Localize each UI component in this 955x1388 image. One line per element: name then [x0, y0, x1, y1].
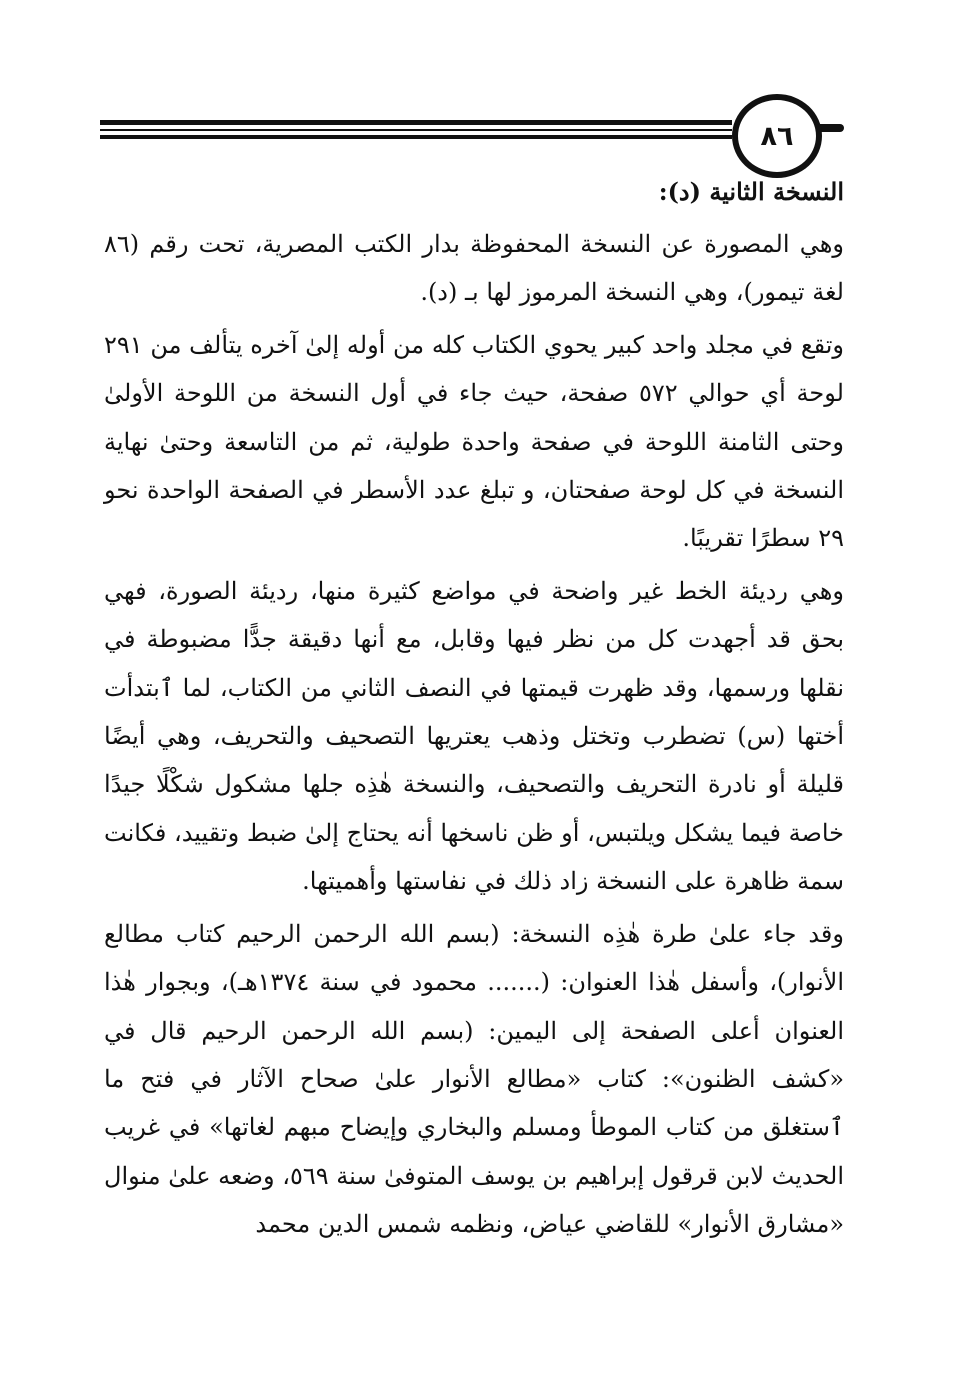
header-rule-middle — [100, 129, 732, 131]
paragraph-4: وقد جاء علىٰ طرة هٰذِه النسخة: (بسم الله الرحمن الرحيم كتاب مطالع الأنوار)، وأسفل هٰذا العنوان: (....... محمود في سنة ١٣٧٤هـ)، وبجوار هٰذا العنوان أعلى الصفحة إلى اليمين: (بسم الله الرحمن الرحيم قال في «كشف الظنون»: كتاب «مطالع الأنوار علىٰ صحاح الآثار في فتح ما ٱستغلق من كتاب الموطأ ومسلم والبخاري وإيضاح مبهم لغاتها» في غريب الحديث لابن قرقول إبراهيم بن يوسف المتوفىٰ سنة ٥٦٩، وضعه علىٰ منوال «مشارق الأنوار» للقاضي عياض، ونظمه شمس الدين محمد — [104, 919, 845, 1239]
page-number: ٨٦ — [760, 120, 794, 152]
header-rule-bottom — [100, 135, 732, 139]
section-heading: النسخة الثانية (د): — [658, 177, 844, 206]
header-rule-tail — [818, 124, 844, 132]
header-rule-top — [100, 120, 732, 125]
page-number-badge — [732, 94, 822, 178]
paragraph-3: وهي رديئة الخط غير واضحة في مواضع كثيرة منها، رديئة الصورة، فهي بحق قد أجهدت كل من نظر فيها وقابل، مع أنها دقيقة جدًّا مضبوطة في نقلها ورسمها، وقد ظهرت قيمتها في النصف الثاني من الكتاب، لما ٱبتدأت أختها (س) تضطرب وتختل وذهب يعتريها التصحيف والتحريف، وهي أيضًا قليلة أو نادرة التحريف والتصحيف، والنسخة هٰذِه جلها مشكول شكْلًا جيدًا خاصة فيما يشكل ويلتبس، أو ظن ناسخها أنه يحتاج إلىٰ ضبط وتقييد، فكانت سمة ظاهرة على النسخة زاد ذلك في نفاستها وأهميتها. — [104, 576, 844, 896]
paragraph-2: وتقع في مجلد واحد كبير يحوي الكتاب كله من أوله إلىٰ آخره يتألف من ٢٩١ لوحة أي حوالي ٥٧٢ صفحة، حيث جاء في أول النسخة من اللوحة الأولىٰ وحتى الثامنة اللوحة في صفحة واحدة طولية، ثم من التاسعة وحتىٰ نهاية النسخة في كل لوحة صفحتان، و تبلغ عدد الأسطر في الصفحة الواحدة نحو ٢٩ سطرًا تقريبًا. — [104, 330, 844, 553]
page-body — [104, 168, 844, 1249]
paragraph-1: وهي المصورة عن النسخة المحفوظة بدار الكتب المصرية، تحت رقم (٨٦ لغة تيمور)، وهي النسخة المرموز لها بـ (د). — [104, 230, 844, 307]
page-header — [0, 0, 955, 180]
